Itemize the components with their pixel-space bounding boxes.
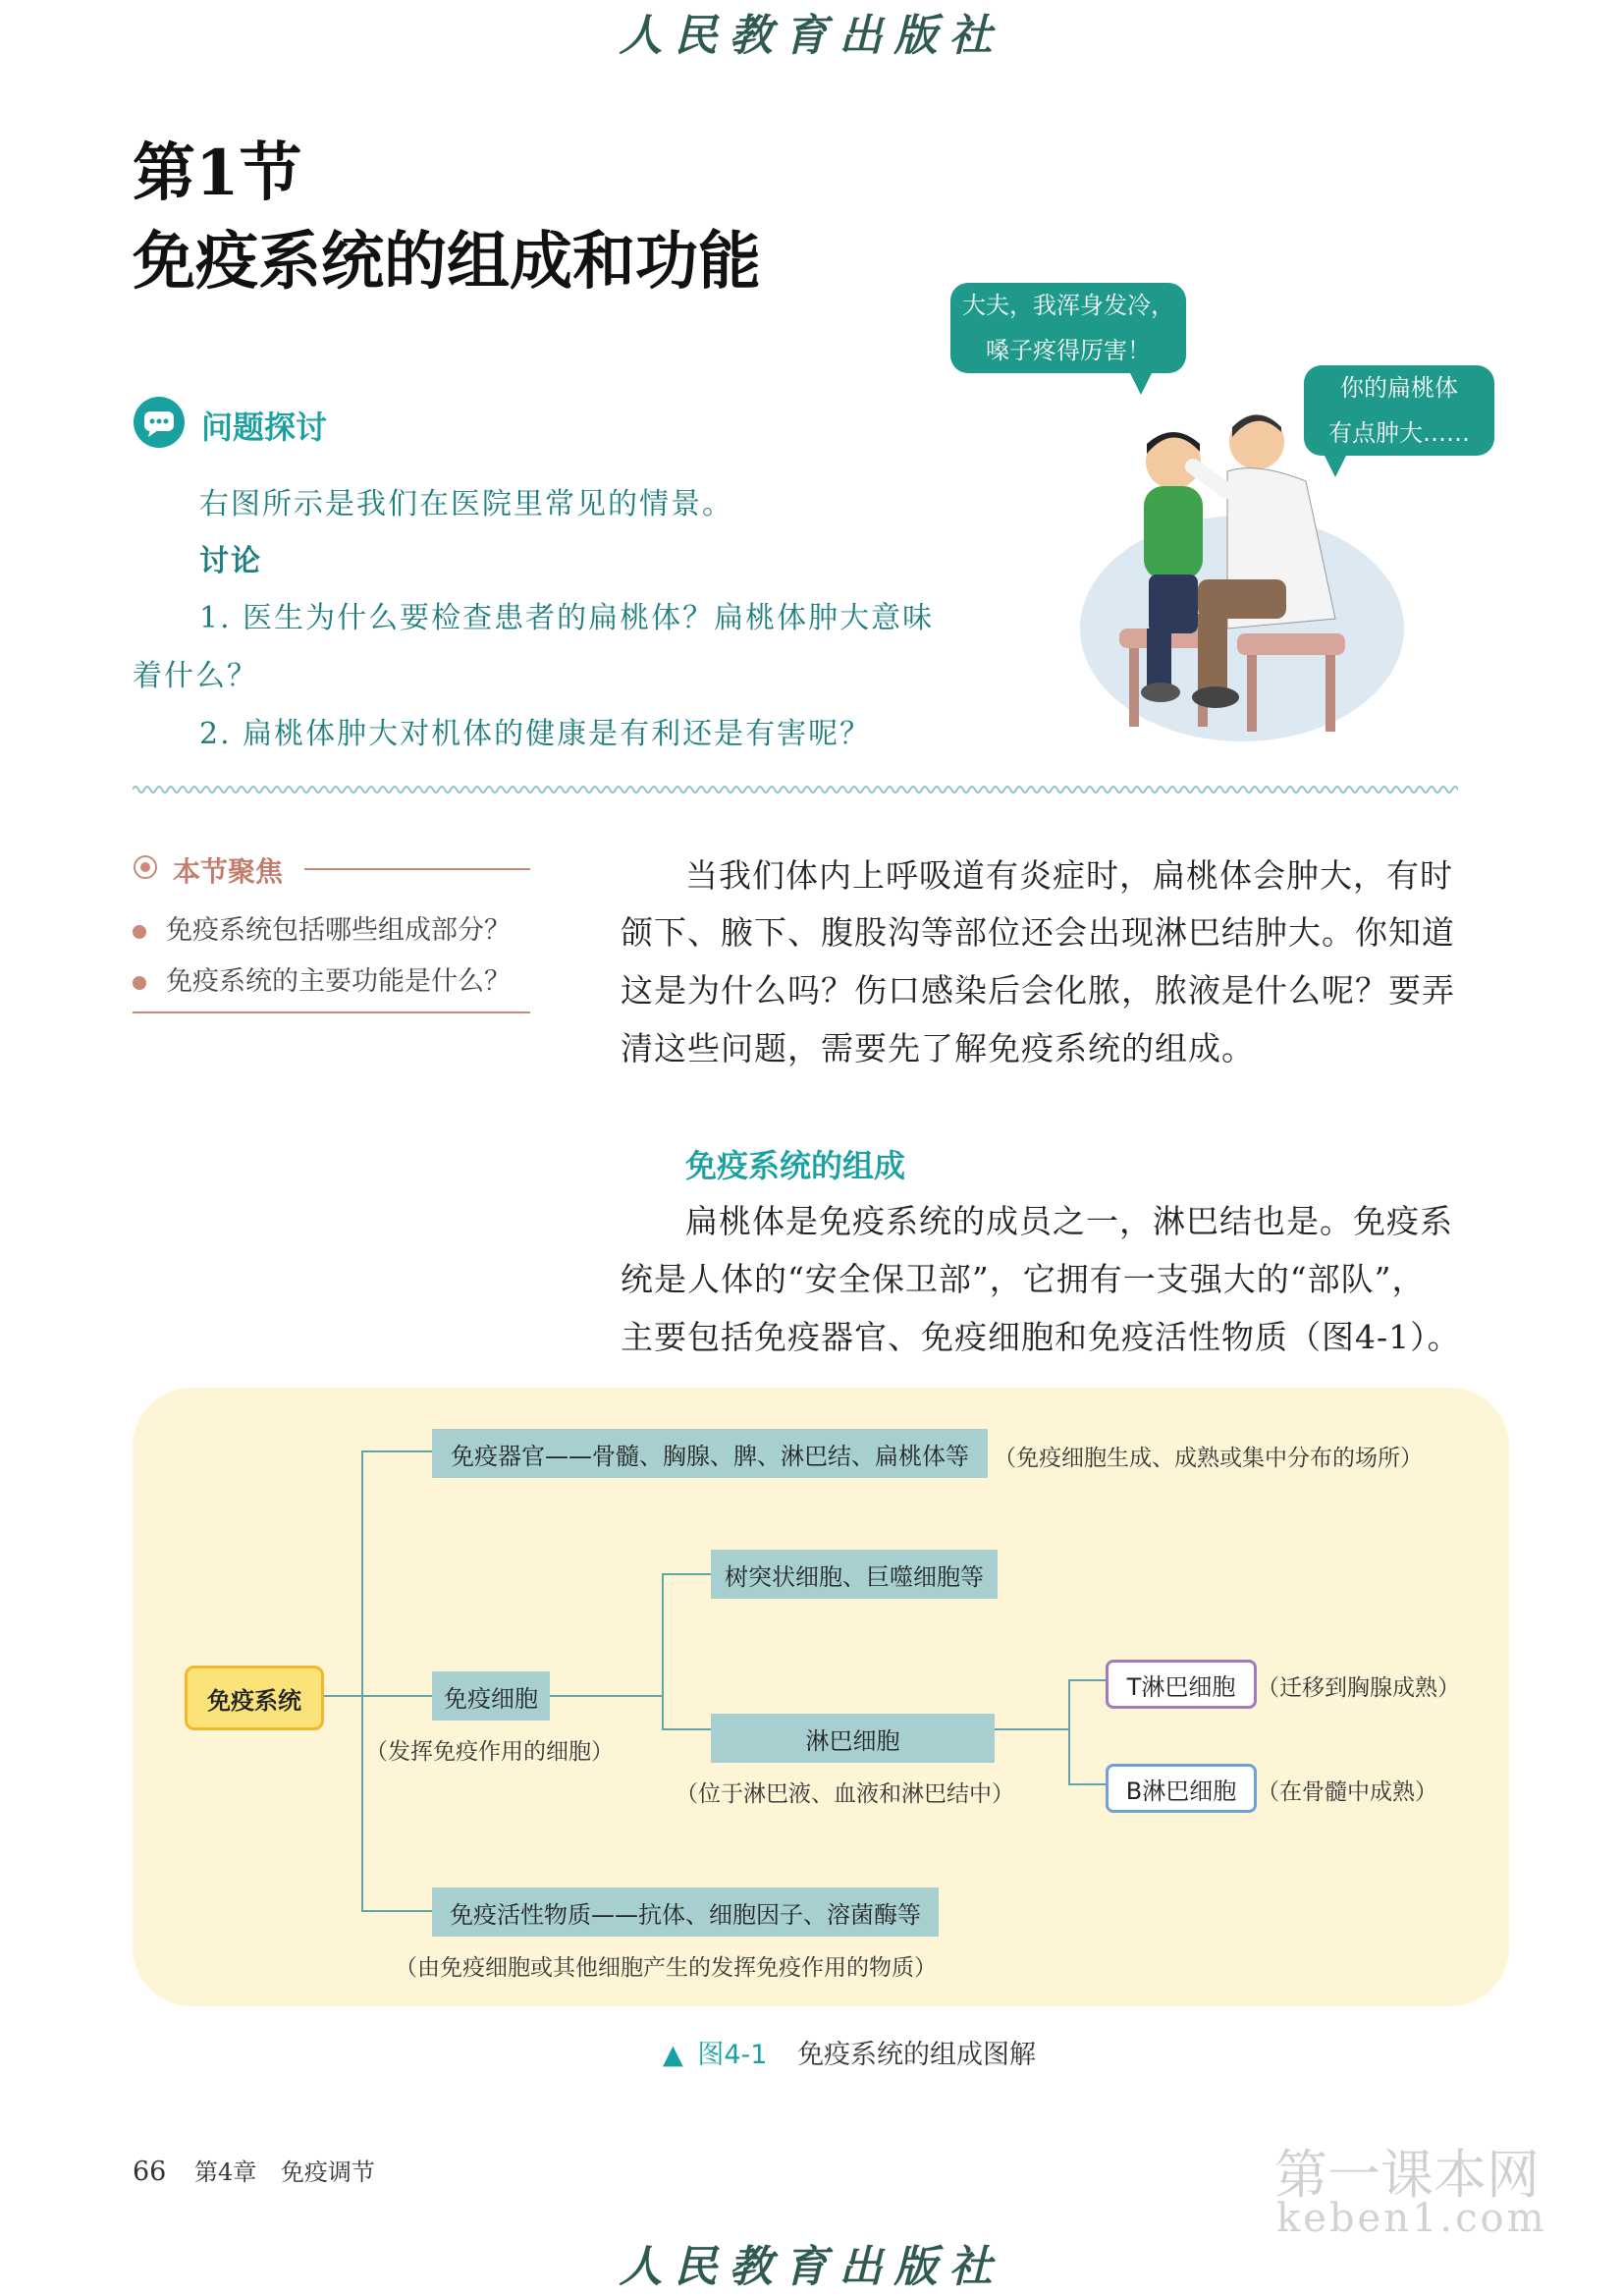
connector-line: [662, 1573, 664, 1730]
node-dendritic-macrophage: 树突状细胞、巨噬细胞等: [711, 1550, 998, 1599]
bullet-dot: [133, 925, 146, 939]
focus-item-text: 免疫系统的主要功能是什么？: [166, 966, 511, 997]
patient-speech-line2: 嗓子疼得厉害！: [986, 337, 1151, 364]
focus-item-text: 免疫系统包括哪些组成部分？: [166, 915, 511, 946]
note-t-lymphocyte: （迁移到胸腺成熟）: [1257, 1675, 1460, 1701]
focus-heading: 本节聚焦: [173, 855, 284, 888]
connector-line: [1068, 1679, 1106, 1681]
doctor-speech-bubble: [1304, 365, 1494, 456]
connector-line: [318, 1695, 432, 1697]
chat-icon: [133, 396, 186, 449]
question-1-line1: 1. 医生为什么要检查患者的扁桃体？扁桃体肿大意味: [199, 601, 935, 635]
doctor-speech-line2: 有点肿大……: [1328, 419, 1470, 447]
note-b-lymphocyte: （在骨髓中成熟）: [1257, 1779, 1437, 1805]
composition-paragraph-line: 扁桃体是免疫系统的成员之一，淋巴结也是。免疫系: [685, 1202, 1453, 1240]
intro-paragraph-line: 当我们体内上呼吸道有炎症时，扁桃体会肿大，有时: [685, 856, 1453, 895]
section-number: 第1节: [133, 137, 302, 210]
watermark-title: 第一课本网: [1274, 2144, 1540, 2206]
publisher-logo: 人民教育出版社: [619, 11, 1004, 61]
root-node-immune-system: 免疫系统: [185, 1666, 324, 1730]
chapter-number: 第4章: [193, 2159, 257, 2186]
section-title: 免疫系统的组成和功能: [133, 225, 761, 299]
connector-line: [1068, 1783, 1106, 1785]
intro-paragraph-line: 清这些问题，需要先了解免疫系统的组成。: [621, 1029, 1255, 1067]
focus-rule-bottom: [133, 1011, 530, 1013]
page-footer: [133, 2153, 375, 2187]
connector-line: [361, 1450, 432, 1452]
caption-text: 免疫系统的组成图解: [797, 2040, 1037, 2070]
patient-speech-bubble: [950, 283, 1186, 373]
discussion-label: 讨论: [199, 544, 262, 578]
watermark-url: keben1.com: [1276, 2196, 1547, 2241]
connector-line: [662, 1728, 711, 1730]
note-immune-cells: （发挥免疫作用的细胞）: [365, 1739, 614, 1765]
intro-paragraph-line: 这是为什么吗？伤口感染后会化脓，脓液是什么呢？要弄: [621, 971, 1455, 1010]
node-immune-cells: 免疫细胞: [432, 1671, 550, 1721]
node-lymphocyte: 淋巴细胞: [711, 1714, 995, 1763]
page-number: 66: [133, 2157, 167, 2187]
intro-paragraph-line: 颌下、腋下、腹股沟等部位还会出现淋巴结肿大。你知道: [621, 913, 1455, 952]
caption-marker: ▲: [663, 2040, 683, 2070]
discussion-intro: 右图所示是我们在医院里常见的情景。: [199, 487, 733, 521]
composition-paragraph-line: 主要包括免疫器官、免疫细胞和免疫活性物质（图4-1）。: [621, 1318, 1461, 1356]
question-2: 2. 扁桃体肿大对机体的健康是有利还是有害呢？: [199, 717, 872, 751]
discussion-heading: 问题探讨: [201, 409, 328, 446]
node-b-lymphocyte: B淋巴细胞: [1106, 1764, 1257, 1813]
composition-heading: 免疫系统的组成: [685, 1147, 906, 1184]
patient-bubble-tail: [1129, 371, 1153, 395]
node-immune-organs: 免疫器官——骨髓、胸腺、脾、淋巴结、扁桃体等: [432, 1429, 988, 1478]
question-1-line2: 着什么？: [133, 659, 258, 693]
note-lymphocyte: （位于淋巴液、血液和淋巴结中）: [676, 1781, 1014, 1807]
patient-speech-line1: 大夫，我浑身发冷，: [962, 292, 1174, 319]
composition-paragraph-line: 统是人体的“安全保卫部”，它拥有一支强大的“部队”，: [621, 1260, 1426, 1298]
focus-item: [133, 908, 511, 947]
connector-line: [550, 1695, 662, 1697]
figure-caption: [663, 2033, 1036, 2071]
connector-line: [995, 1728, 1068, 1730]
doctor-bubble-tail: [1324, 454, 1347, 477]
doctor-speech-line1: 你的扁桃体: [1340, 374, 1458, 402]
connector-line: [662, 1573, 711, 1575]
connector-line: [1068, 1679, 1070, 1785]
connector-line: [361, 1450, 363, 1912]
target-icon: [133, 854, 158, 880]
publisher-logo-bottom: 人民教育出版社: [619, 2242, 1004, 2292]
caption-label: 图4-1: [697, 2040, 768, 2070]
chapter-title: 免疫调节: [280, 2159, 375, 2186]
focus-item: [133, 959, 511, 998]
wavy-divider: [133, 782, 1458, 795]
connector-line: [361, 1910, 432, 1912]
note-immune-organs: （免疫细胞生成、成熟或集中分布的场所）: [994, 1446, 1423, 1471]
node-t-lymphocyte: T淋巴细胞: [1106, 1660, 1257, 1709]
focus-rule-top: [304, 868, 530, 870]
node-immune-active-substances: 免疫活性物质——抗体、细胞因子、溶菌酶等: [432, 1887, 939, 1937]
note-immune-active-substances: （由免疫细胞或其他细胞产生的发挥免疫作用的物质）: [395, 1955, 937, 1981]
bullet-dot: [133, 976, 146, 990]
